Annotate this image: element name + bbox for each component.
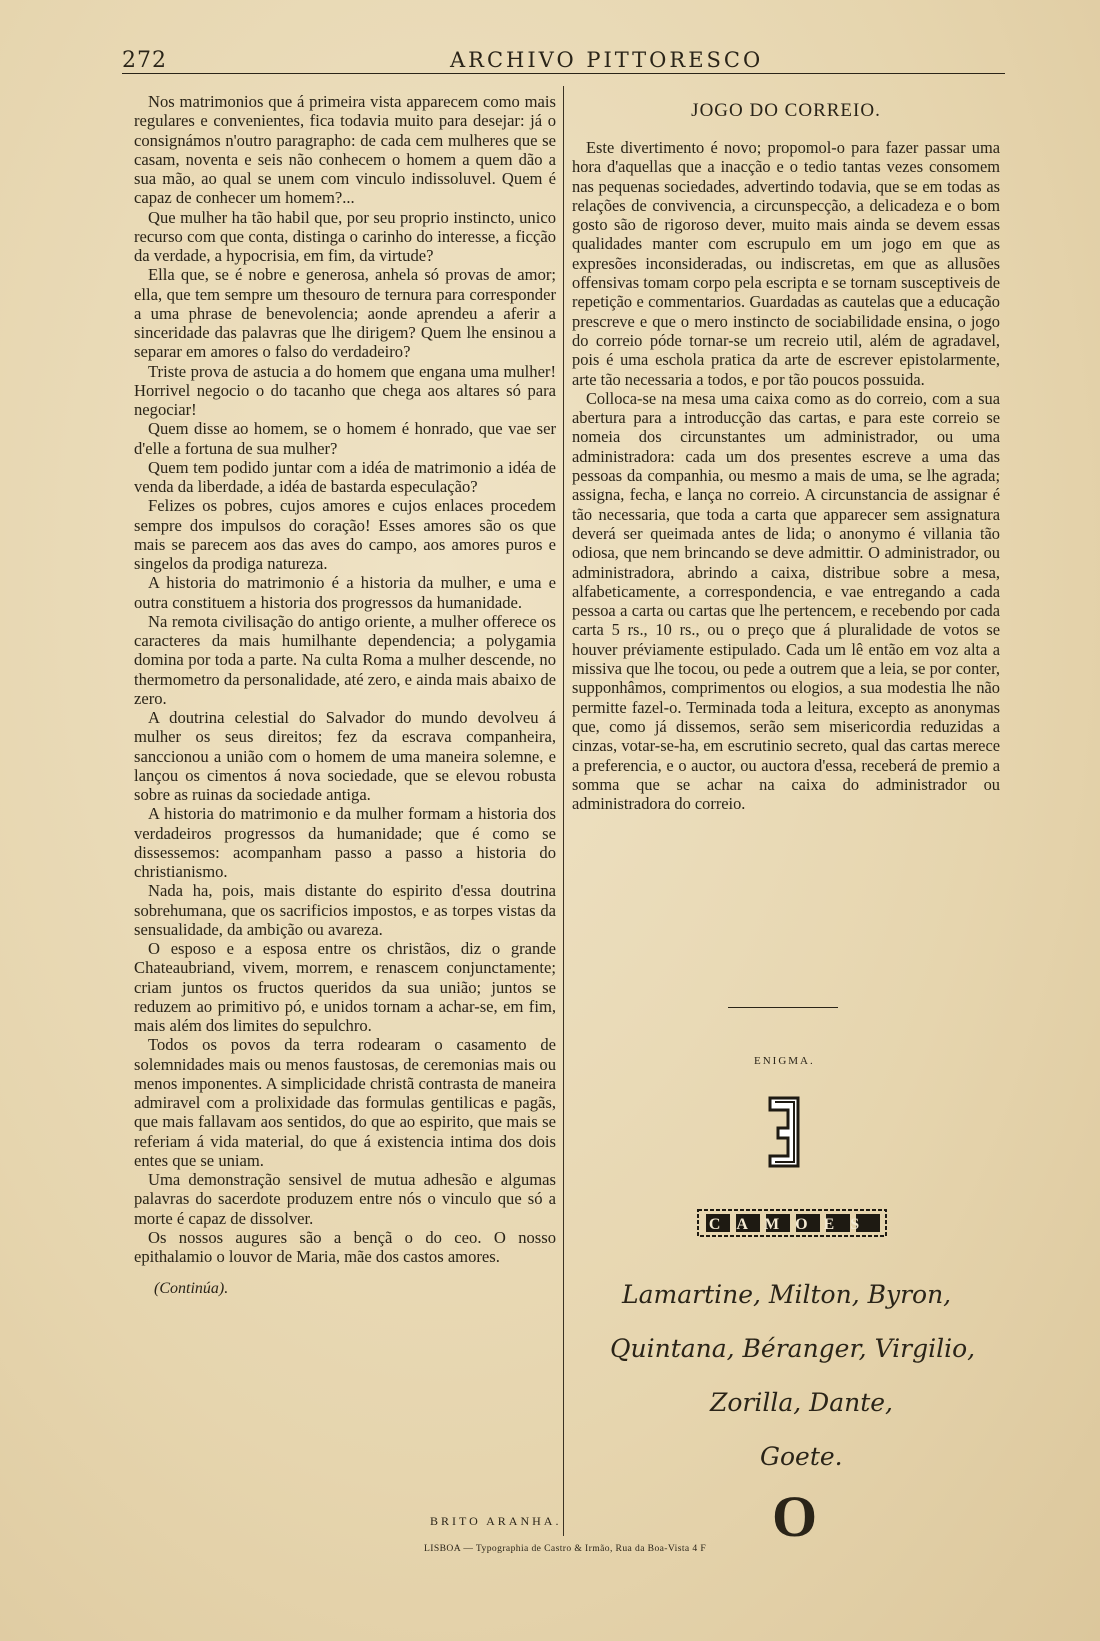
article-paragraph: A historia do matrimonio e da mulher formam a historia dos verdadeiros progressos da humanidade; que é como se dissessemos: acompanham passo a passo a historia do christianismo. — [134, 804, 556, 881]
article-paragraph: Quem tem podido juntar com a idéa de matrimonio a idéa de venda da liberdade, a idéa de bastarda especulação? — [134, 457, 556, 496]
article-paragraph: Quem disse ao homem, se o homem é honrado, que vae ser d'elle a fortuna de sua mulher? — [134, 419, 556, 458]
enigma-names — [610, 1268, 1010, 1484]
article-paragraph: Triste prova de astucia a do homem que engana uma mulher! Horrivel negocio o do tacanho que chega aos altares só para negociar! — [134, 361, 556, 419]
article-paragraph: Colloca-se na mesa uma caixa como as do correio, com a sua abertura para a introducção das cartas, e para este correio se nomeia dos circunstantes um administrador, ou uma administradora: cada um dos presentes escreve a uma das pessoas da companhia, ou mesmo a mais de uma, se lhe agrada; assigna, fecha, e lança no correio. A circunstancia de assignar é tão necessaria, que toda a carta que apparecer sem assignatura deverá ser queimada antes de lida; o anonymo é villania tão odiosa, que nem brincando se deve admittir. O administrador, ou administradora, abrindo a caixa, distribue sobre a mesa, alfabeticamente, a correspondencia, e vae entregando a cada pessoa a carta ou cartas que lhe pertencem, e recebendo por cada carta 5 rs., 10 rs., ou o preço que á pluralidade de votos se houver préviamente estipulado. Cada um lê então em voz alta a missiva que lhe tocou, ou pede a outrem que a leia, se por conter, supponhâmos, comprimentos ou elogios, a sua modestia lhe não permitte fazel-o. Terminada toda a leitura, excepto as anonymas que, como já dissemos, serão sem misericordia reduzidas a cinzas, votar-se-ha, em escrutinio secreto, qual das cartas merece a preferencia, e o auctor, ou auctora d'essa, receberá de premio a somma que se achar na caixa do administrador ou administradora do correio. — [572, 388, 1000, 814]
continua-note — [134, 1280, 556, 1298]
enigma-final-letter: O — [772, 1484, 818, 1549]
section-title: JOGO DO CORREIO. — [691, 100, 881, 121]
article-paragraph: Os nossos augures são a bençã o do ceo. O nosso epithalamio o louvor de Maria, mãe dos castos amores. — [134, 1227, 556, 1266]
article-paragraph: Na remota civilisação do antigo oriente, a mulher offerece os caracteres da mais humilhante dependencia; a polygamia domina por toda a parte. Na culta Roma a mulher descende, no thermometro da personalidade, até zero, e ainda mais abaixo de zero. — [134, 611, 556, 708]
names-line: Goete. — [760, 1442, 843, 1471]
continua-label: (Continúa). — [154, 1280, 229, 1298]
column-rule — [563, 86, 564, 1536]
ornate-word-icon — [696, 1206, 888, 1244]
author-signature: BRITO ARANHA. — [430, 1514, 562, 1528]
right-column — [572, 100, 1000, 813]
article-paragraph: Ella que, se é nobre e generosa, anhela só provas de amor; ella, que tem sempre um thesouro de ternura para corresponder a uma phrase de benevolencia; aonde aprendeu a aferir a sinceridade das palavras que lhe dirigem? Quem lhe ensinou a separar em amores o falso do verdadeiro? — [134, 265, 556, 362]
article-paragraph: Que mulher ha tão habil que, por seu proprio instincto, unico recurso com que conta, distinga o carinho do interesse, a ficção da verdade, a hypocrisia, em fim, da virtude? — [134, 207, 556, 265]
header-rule — [122, 73, 1005, 74]
names-line: Quintana, Béranger, Virgilio, — [610, 1334, 976, 1363]
enigma-title: ENIGMA. — [754, 1055, 815, 1067]
article-paragraph: O esposo e a esposa entre os christãos, diz o grande Chateaubriand, vivem, morrem, e renascem conjunctamente; criam juntos os fructos queridos da sua união; juntos se reduzem ao primitivo pó, e unidos tornam a achar-se, em fim, mais além dos limites do sepulchro. — [134, 939, 556, 1035]
article-paragraph: Nada ha, pois, mais distante do espirito d'essa doutrina sobrehumana, que os sacrificios impostos, e as torpes vistas da sensualidade, da ambição ou avareza. — [134, 881, 556, 939]
section-separator — [728, 1007, 838, 1008]
printer-imprint: LISBOA — Typographia de Castro & Irmão, Rua da Boa-Vista 4 F — [424, 1543, 707, 1554]
page-number: 272 — [122, 48, 167, 73]
running-title: ARCHIVO PITTORESCO — [450, 48, 764, 72]
article-paragraph: A historia do matrimonio é a historia da mulher, e uma e outra constituem a historia dos progressos da humanidade. — [134, 573, 556, 612]
names-line: Lamartine, Milton, Byron, — [622, 1280, 952, 1309]
enigma-glyph-icon — [766, 1094, 806, 1174]
left-column — [134, 92, 556, 1298]
article-paragraph: Todos os povos da terra rodearam o casamento de solemnidades mais ou menos faustosas, de ceremonias mais ou menos imponentes. A simplicidade christã contrasta de maneira admiravel com a prolixidade das formulas gentilicas e pagãs, que mais fallavam aos sentidos, do que ao espirito, que mais se referiam á vida material, do que á existencia intima dos dois entes que se uniam. — [134, 1035, 556, 1170]
article-paragraph: Uma demonstração sensivel de mutua adhesão e algumas palavras do sacerdote produzem entre nós o vinculo que só a morte é capaz de dissolver. — [134, 1170, 556, 1228]
names-line: Zorilla, Dante, — [710, 1388, 893, 1417]
article-paragraph: Nos matrimonios que á primeira vista apparecem como mais regulares e convenientes, fica todavia muito para desejar: já o consignámos n'outro paragrapho: de cada cem mulheres que se casam, noventa e seis não conhecem o homem a quem dão a sua mão, ao qual se unem com vinculo indissoluvel. Quem é capaz de conhecer um homem?... — [134, 92, 556, 208]
article-paragraph: A doutrina celestial do Salvador do mundo devolveu á mulher os seus direitos; fez da escrava companheira, sanccionou a união com o homem de uma maneira solemne, e lançou os cimentos á nova sociedade, que se elevou robusta sobre as ruinas da sociedade antiga. — [134, 708, 556, 804]
ornate-word: CAMOES — [708, 1216, 876, 1233]
article-paragraph: Este divertimento é novo; propomol-o para fazer passar uma hora d'aquellas que a inacção e o tedio tantas vezes consomem nas pequenas sociedades, advertindo todavia, que se em todas as relações de convivencia, a circunspecção, a delicadeza e o bom gosto são de rigoroso dever, muito mais ainda se devem essas qualidades manter com escrupulo em um jogo em que as expresões inconsideradas, ou indiscretas, em que as allusões offensivas tomam corpo pela escripta e se tornam susceptiveis de repetição e commentarios. Guardadas as cautelas que a educação prescreve e que o mero instincto de sociabilidade ensina, o jogo do correio póde tornar-se um recreio util, além de agradavel, pois é uma eschola pratica da arte de escrever epistolarmente, arte tão necessaria a todos, e por tão poucos possuida. — [572, 138, 1000, 389]
article-paragraph: Felizes os pobres, cujos amores e cujos enlaces procedem sempre dos impulsos do coração! Esses amores são os que mais se parecem aos das aves do campo, aos amores puros e singelos da prodiga natureza. — [134, 496, 556, 573]
